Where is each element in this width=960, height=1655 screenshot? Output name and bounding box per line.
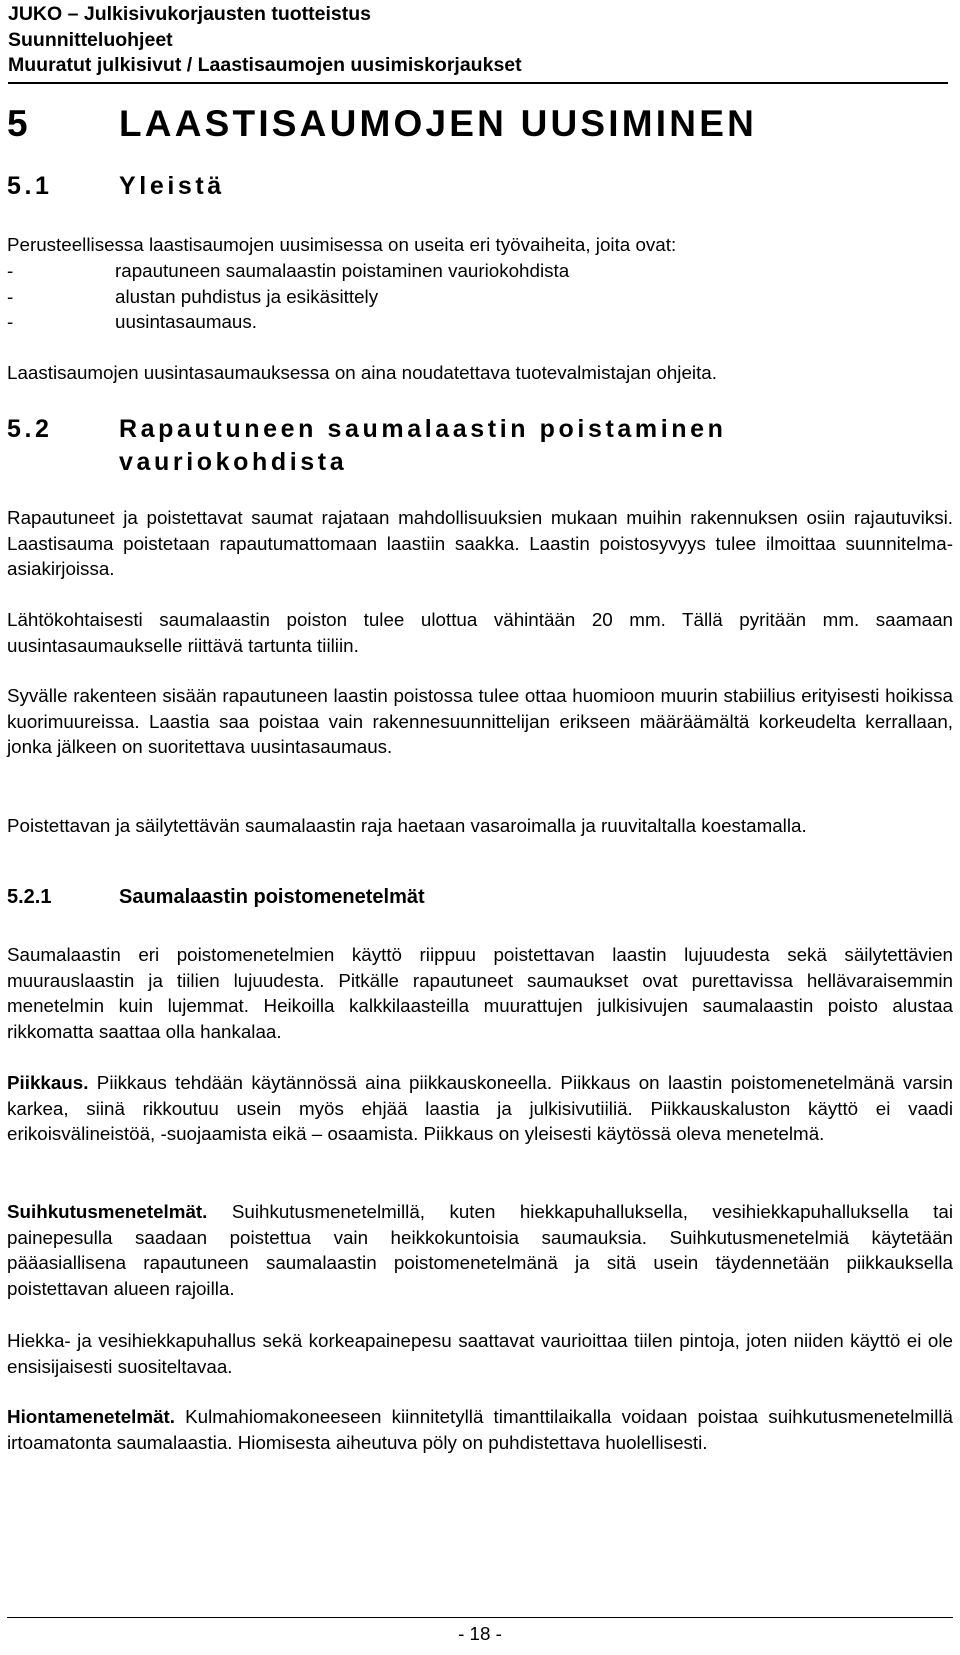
hionta-label: Hiontamenetelmät. <box>7 1406 176 1427</box>
chapter-number: 5 <box>7 103 31 144</box>
hionta-text: Kulmahiomakoneeseen kiinnitetyllä timanttilaikalla voidaan poistaa suihkutusmenetelmillä irtoamatonta saumalaastia. Hiomisesta aiheutuva pöly on puhdistettava huolellisesti. <box>7 1406 953 1453</box>
s521-paragraph-1: Saumalaastin eri poistomenetelmien käyttö riippuu poistettavan laastin lujuudesta sekä säilytettävien muurauslaastin ja tiilien lujuudesta. Pitkälle rapautuneet saumaukset ovat purettavissa hellävaraisemmin menetelmin kuin lujemmat. Heikoilla kalkkilaasteilla muurattujen julkisivujen saumalaastin poisto alustaa rikkomatta saattaa olla hankalaa. <box>7 944 953 1042</box>
hionta-paragraph <box>7 1404 953 1455</box>
footer-rule <box>7 1617 953 1618</box>
list-item <box>7 309 257 335</box>
list-item-text: rapautuneen saumalaastin poistaminen vauriokohdista <box>115 260 570 281</box>
list-item-text: alustan puhdistus ja esikäsittely <box>115 286 379 307</box>
section-title: Yleistä <box>119 172 225 200</box>
s52-paragraph-4: Poistettavan ja säilytettävän saumalaastin raja haetaan vasaroimalla ja ruuvitaltalla koestamalla. <box>7 815 807 836</box>
suihkutus-label: Suihkutusmenetelmät. <box>7 1201 208 1222</box>
section-5-1-heading <box>7 170 225 203</box>
section-title-line-1: Rapautuneen saumalaastin poistaminen <box>119 415 727 443</box>
hiekka-paragraph: Hiekka- ja vesihiekkapuhallus sekä korkeapainepesu saattavat vaurioittaa tiilen pintoja, joten niiden käyttö ei ole ensisijaisesti suositeltavaa. <box>7 1330 953 1377</box>
section-5-2-heading <box>7 413 727 479</box>
list-item <box>7 284 378 310</box>
piikkaus-paragraph <box>7 1070 953 1147</box>
section-5-2-1-heading <box>7 886 425 909</box>
page-number: - 18 - <box>458 1623 502 1644</box>
section-title: Saumalaastin poistomenetelmät <box>119 886 425 908</box>
chapter-heading <box>7 103 757 145</box>
chapter-title: LAASTISAUMOJEN UUSIMINEN <box>119 103 757 144</box>
s52-paragraph-2: Lähtökohtaisesti saumalaastin poiston tulee ulottua vähintään 20 mm. Tällä pyritään mm. saamaan uusintasaumaukselle riittävä tartunta tiiliin. <box>7 609 953 656</box>
section-title-line-2: vauriokohdista <box>119 448 348 476</box>
section-number: 5.2 <box>7 415 53 443</box>
list-dash: - <box>7 260 14 281</box>
list-item-text: uusintasaumaus. <box>115 311 257 332</box>
piikkaus-text: Piikkaus tehdään käytännössä aina piikkauskoneella. Piikkaus on laastin poistomenetelmänä varsin karkea, siinä rikkoutuu usein myös ehjää laastia ja julkisivutiiliä. Piikkauskaluston käyttö ei vaadi erikoisvälineistöä, -suojaamista eikä – osaamista. Piikkaus on yleisesti käytössä oleva menetelmä. <box>7 1072 953 1145</box>
piikkaus-label: Piikkaus. <box>7 1072 89 1093</box>
header-rule <box>8 82 948 84</box>
section-number: 5.2.1 <box>7 886 52 908</box>
s52-paragraph-1: Rapautuneet ja poistettavat saumat rajataan mahdollisuuksien mukaan muihin rakennuksen osiin rajautuviksi. Laastisauma poistetaan rapautumattomaan laastiin saakka. Laastin poistosyvyys tulee ilmoittaa suunnitelma-asiakirjoissa. <box>7 507 953 580</box>
suihkutus-paragraph <box>7 1199 953 1301</box>
s51-note: Laastisaumojen uusintasaumauksessa on aina noudatettava tuotevalmistajan ohjeita. <box>7 362 717 383</box>
header-line-1: JUKO – Julkisivukorjausten tuotteistus <box>8 3 372 25</box>
running-header <box>8 2 948 84</box>
header-line-2: Suunnitteluohjeet <box>8 28 173 51</box>
suihkutus-text: Suihkutusmenetelmillä, kuten hiekkapuhalluksella, vesihiekkapuhalluksella tai painepesulla saadaan poistettua vain heikkokuntoisia saumauksia. Suihkutusmenetelmiä käytetään pääasiallisena rapautuneen saumalaastin poistomenetelmänä ja sitä usein täydennetään piikkauksella poistettavan alueen rajoilla. <box>7 1201 953 1299</box>
list-item <box>7 258 569 284</box>
header-line-3: Muuratut julkisivut / Laastisaumojen uusimiskorjaukset <box>8 54 522 76</box>
section-number: 5.1 <box>7 172 53 200</box>
list-dash: - <box>7 311 14 332</box>
s52-paragraph-3: Syvälle rakenteen sisään rapautuneen laastin poistossa tulee ottaa huomioon muurin stabiilius erityisesti hoikissa kuorimuureissa. Laastia saa poistaa vain rakennesuunnittelijan erikseen määräämältä korkeudelta kerrallaan, jonka jälkeen on suoritettava uusintasaumaus. <box>7 685 953 758</box>
s51-intro: Perusteellisessa laastisaumojen uusimisessa on useita eri työvaiheita, joita ovat: <box>7 234 677 255</box>
list-dash: - <box>7 286 14 307</box>
page-footer <box>0 1623 960 1645</box>
